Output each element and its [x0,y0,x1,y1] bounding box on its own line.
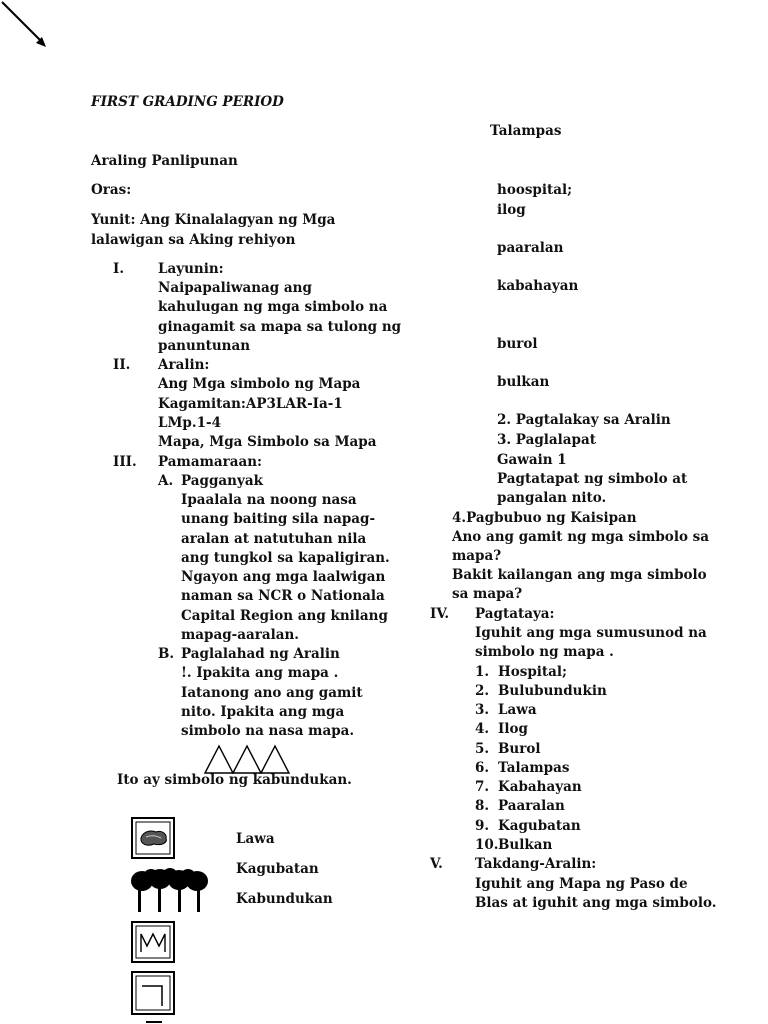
symbol-label: Kagubatan [236,861,319,877]
gawain-line: pangalan nito. [497,490,607,506]
talampas-label: Talampas [490,123,562,139]
section-3-title: Pamamaraan: [158,454,263,470]
section-2-line: LMp.1-4 [158,415,221,431]
item-number: 10. [475,837,499,853]
mountain-range-symbol-icon [130,920,176,964]
section-1-title: Layunin: [158,261,224,277]
gawain-title: Gawain 1 [497,452,567,468]
period-title: FIRST GRADING PERIOD [91,94,284,110]
symbol-name: burol [497,336,538,352]
subsection-b-line: Iatanong ano ang gamit [181,685,363,701]
section-1-line: kahulugan ng mga simbolo na [158,299,388,315]
section-2-line: Ang Mga simbolo ng Mapa [158,376,361,392]
item-number: 2. [475,683,490,699]
section-4-line: simbolo ng mapa . [475,644,614,660]
subsection-b-line: !. Ipakita ang mapa . [181,665,339,681]
symbol-label: Kabundukan [236,891,333,907]
section-4-title: Pagtataya: [475,606,555,622]
item-number: 9. [475,818,490,834]
section-5-line: Iguhit ang Mapa ng Paso de [475,876,688,892]
forest-symbol-icon [130,868,210,914]
item-label: Lawa [498,702,537,718]
section-1-line: Naipapaliwanag ang [158,280,312,296]
subsection-a-line: naman sa NCR o Nationala [181,588,385,604]
subsection-a-line: unang baiting sila napag- [181,511,376,527]
yunit-line-1: Yunit: Ang Kinalalagyan ng Mga [91,212,336,228]
subject-title: Araling Panlipunan [91,153,238,169]
section-4-number: IV. [430,606,450,622]
symbol-name: paaralan [497,240,564,256]
symbol-name: kabahayan [497,278,579,294]
section-1-number: I. [113,261,125,277]
subsection-a-line: aralan at natutuhan nila [181,531,367,547]
subsection-a-line: Ngayon ang mga laalwigan [181,569,386,585]
oras-label: Oras: [91,182,132,198]
section-3-number: III. [113,454,137,470]
subsection-a-label: A. [158,473,174,489]
plateau-symbol-icon [130,970,176,1016]
subsection-a-line: mapag-aaralan. [181,627,300,643]
step-4-line: Ano ang gamit ng mga simbolo sa [452,529,709,545]
step-3: 3. Paglalapat [497,432,596,448]
subsection-a-line: Ipaalala na noong nasa [181,492,357,508]
item-label: Hospital; [498,664,568,680]
subsection-b-line: simbolo na nasa mapa. [181,723,355,739]
yunit-line-2: lalawigan sa Aking rehiyon [91,232,296,248]
symbol-name: bulkan [497,374,550,390]
subsection-b-label: B. [158,646,175,662]
mountain-caption: Ito ay simbolo ng kabundukan. [117,772,352,788]
item-label: Bulkan [498,837,553,853]
section-2-title: Aralin: [158,357,210,373]
item-number: 4. [475,721,490,737]
mountain-symbol-icon [204,744,292,774]
item-number: 6. [475,760,490,776]
gawain-line: Pagtatapat ng simbolo at [497,471,688,487]
section-5-title: Takdang-Aralin: [475,856,597,872]
item-label: Bulubundukin [498,683,607,699]
arrow-icon [0,0,50,52]
step-4-title: 4.Pagbubuo ng Kaisipan [452,510,637,526]
section-5-line: Blas at iguhit ang mga simbolo. [475,895,717,911]
item-number: 5. [475,741,490,757]
item-label: Kabahayan [498,779,582,795]
subsection-b-title: Paglalahad ng Aralin [181,646,340,662]
symbol-label: Lawa [236,831,275,847]
item-label: Kagubatan [498,818,581,834]
step-4-line: Bakit kailangan ang mga simbolo [452,567,707,583]
subsection-a-title: Pagganyak [181,473,263,489]
section-2-line: Mapa, Mga Simbolo sa Mapa [158,434,377,450]
item-label: Burol [498,741,541,757]
partial-symbol-icon [146,1018,162,1024]
lake-symbol-icon [130,816,176,860]
item-label: Paaralan [498,798,565,814]
symbol-name: ilog [497,202,526,218]
section-5-number: V. [430,856,443,872]
subsection-a-line: ang tungkol sa kapaligiran. [181,550,390,566]
item-label: Talampas [498,760,570,776]
section-1-line: ginagamit sa mapa sa tulong ng [158,319,402,335]
item-number: 7. [475,779,490,795]
step-4-line: sa mapa? [452,586,523,602]
item-number: 1. [475,664,490,680]
symbol-name: hoospital; [497,182,573,198]
section-4-line: Iguhit ang mga sumusunod na [475,625,707,641]
section-1-line: panuntunan [158,338,251,354]
step-4-line: mapa? [452,548,502,564]
step-2: 2. Pagtalakay sa Aralin [497,412,671,428]
item-number: 3. [475,702,490,718]
section-2-line: Kagamitan:AP3LAR-Ia-1 [158,396,343,412]
subsection-b-line: nito. Ipakita ang mga [181,704,345,720]
subsection-a-line: Capital Region ang knilang [181,608,388,624]
item-number: 8. [475,798,490,814]
section-2-number: II. [113,357,131,373]
item-label: Ilog [498,721,528,737]
